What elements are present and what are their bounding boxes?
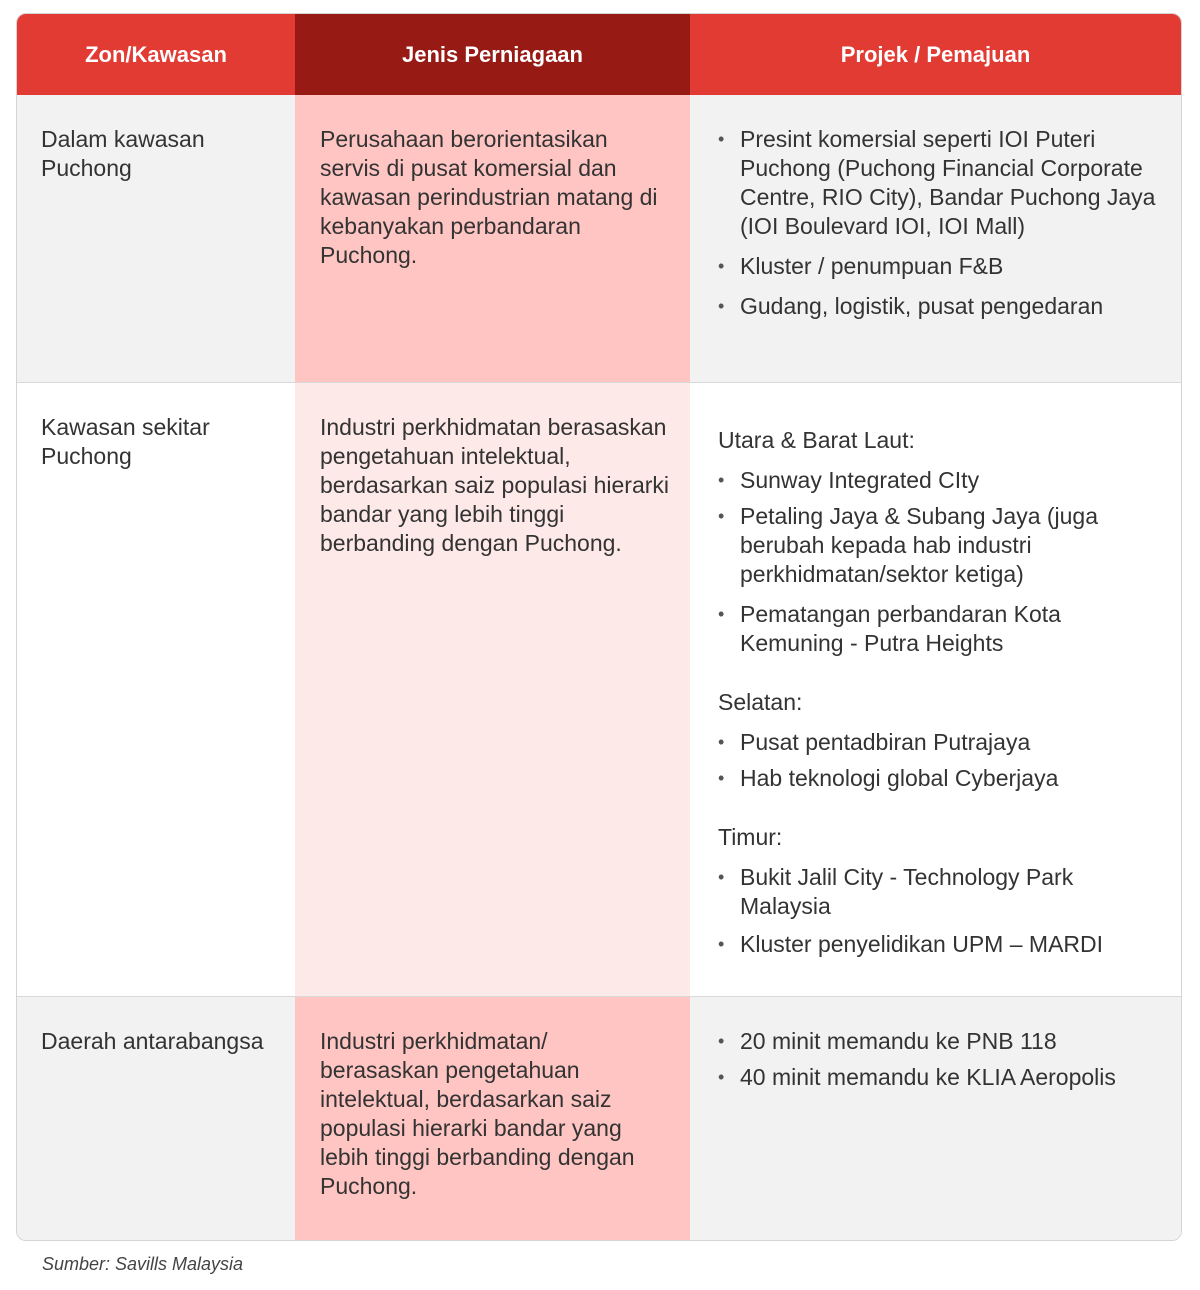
section-title-east: Timur: (718, 824, 783, 850)
project-list (718, 863, 1161, 959)
comparison-table (16, 13, 1182, 1241)
list-item: • Petaling Jaya & Subang Jaya (juga berubah kepada hab industri perkhidmatan/sektor ketiga) (718, 502, 1161, 589)
business-text: Industri perkhidmatan berasaskan pengetahuan intelektual, berdasarkan saiz populasi hierarki bandar yang lebih tinggi berbanding dengan Puchong. (320, 414, 670, 556)
list-item: • Gudang, logistik, pusat pengedaran (718, 292, 1161, 321)
list-item: • Sunway Integrated CIty (718, 466, 1161, 495)
list-item: • Kluster penyelidikan UPM – MARDI (718, 930, 1161, 959)
table-row (17, 383, 1181, 996)
zone-text: Kawasan sekitar Puchong (41, 414, 210, 469)
section-title-north: Utara & Barat Laut: (718, 427, 915, 453)
list-item: • Presint komersial seperti IOI Puteri Puchong (Puchong Financial Corporate Centre, RIO City), Bandar Puchong Jaya (IOI Boulevard IOI, IOI Mall) (718, 125, 1161, 241)
zone-cell (17, 997, 295, 1241)
business-text: Industri perkhidmatan/ berasaskan pengetahuan intelektual, berdasarkan saiz populasi hierarki bandar yang lebih tinggi berbanding dengan Puchong. (320, 1028, 635, 1199)
list-item: • Hab teknologi global Cyberjaya (718, 764, 1161, 793)
project-cell (690, 997, 1181, 1241)
project-cell (690, 383, 1181, 996)
project-cell (690, 95, 1181, 382)
project-list (718, 728, 1161, 793)
list-item: • 20 minit memandu ke PNB 118 (718, 1027, 1161, 1056)
section-title-south: Selatan: (718, 689, 803, 715)
source-note: Sumber: Savills Malaysia (42, 1254, 244, 1274)
project-list (718, 125, 1161, 321)
project-list (718, 466, 1161, 658)
header-zone: Zon/Kawasan (17, 14, 295, 95)
header-project: Projek / Pemajuan (690, 14, 1181, 95)
list-item: • Kluster / penumpuan F&B (718, 252, 1161, 281)
table-row (17, 997, 1181, 1241)
zone-text: Dalam kawasan Puchong (41, 126, 205, 181)
list-item: • Pusat pentadbiran Putrajaya (718, 728, 1161, 757)
business-text: Perusahaan berorientasikan servis di pusat komersial dan kawasan perindustrian matang di kebanyakan perbandaran Puchong. (320, 126, 658, 268)
zone-text: Daerah antarabangsa (41, 1028, 264, 1054)
list-item: • Bukit Jalil City - Technology Park Malaysia (718, 863, 1161, 921)
table-row (17, 95, 1181, 382)
zone-cell (17, 95, 295, 382)
list-item: • 40 minit memandu ke KLIA Aeropolis (718, 1063, 1161, 1092)
list-item: • Pematangan perbandaran Kota Kemuning - Putra Heights (718, 600, 1161, 658)
project-list (718, 1027, 1161, 1092)
zone-cell (17, 383, 295, 996)
business-cell (295, 383, 690, 996)
header-business: Jenis Perniagaan (295, 14, 690, 95)
business-cell (295, 95, 690, 382)
business-cell (295, 997, 690, 1241)
